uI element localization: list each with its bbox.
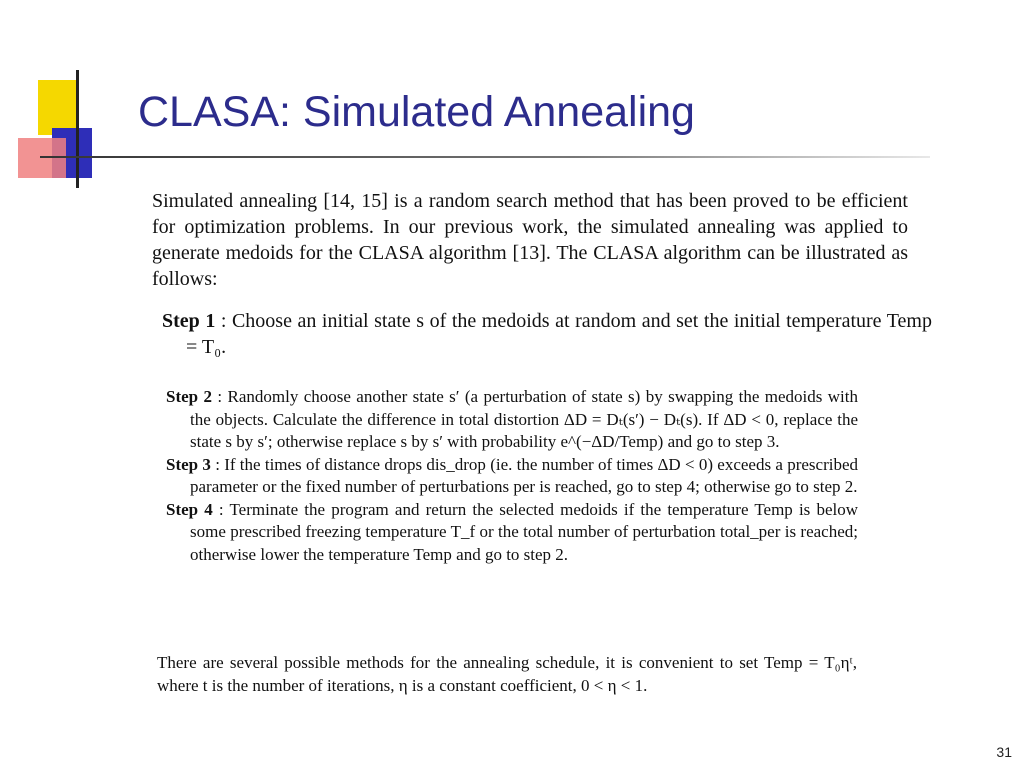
yellow-square-decoration (38, 80, 78, 135)
intro-paragraph: Simulated annealing [14, 15] is a random search method that has been proved to be efficient for optimization problems. In our previous work, the simulated annealing was applied to generate medoids for the CLASA algorithm [13]. The CLASA algorithm can be illustrated as follows: (152, 190, 908, 290)
slide-logo-decoration (0, 0, 140, 200)
closing-paragraph: There are several possible methods for the annealing schedule, it is convenient to set Temp = T₀ηᵗ, where t is the number of iterations, η is a constant coefficient, 0 < η < 1. (157, 653, 857, 695)
step-3-text: : If the times of distance drops dis_drop (ie. the number of times ΔD < 0) exceeds a prescribed parameter or the fixed number of perturbations per is reached, go to step 4; otherwise go to step 2. (190, 454, 858, 496)
step-3 (166, 454, 858, 499)
step-3-label: Step 3 (166, 454, 211, 474)
step-4-text: : Terminate the program and return the selected medoids if the temperature Temp is below some prescribed freezing temperature T_f or the total number of perturbation total_per is reached; otherwise lower the temperature Temp and go to step 2. (190, 499, 858, 564)
step-4 (166, 499, 858, 567)
steps-block (166, 386, 858, 566)
step-4-label: Step 4 (166, 499, 213, 519)
step-1-text: : Choose an initial state s of the medoids at random and set the initial temperature Temp = T₀. (186, 310, 932, 358)
title-underline-rule (40, 156, 930, 158)
vertical-line-decoration (76, 70, 79, 188)
step-2-text: : Randomly choose another state s′ (a perturbation of state s) by swapping the medoids with the objects. Calculate the difference in total distortion ΔD = Dₜ(s′) − Dₜ(s). If ΔD < 0, replace the state s by s′; otherwise replace s by s′ with probability e^(−ΔD/Temp) and go to step 3. (190, 387, 858, 451)
page-number: 31 (996, 744, 1012, 760)
slide-title: CLASA: Simulated Annealing (138, 88, 695, 136)
red-square-decoration (18, 138, 66, 178)
step-1 (162, 308, 932, 360)
step-1-label: Step 1 (162, 310, 216, 332)
step-2 (166, 386, 858, 454)
step-2-label: Step 2 (166, 387, 212, 406)
